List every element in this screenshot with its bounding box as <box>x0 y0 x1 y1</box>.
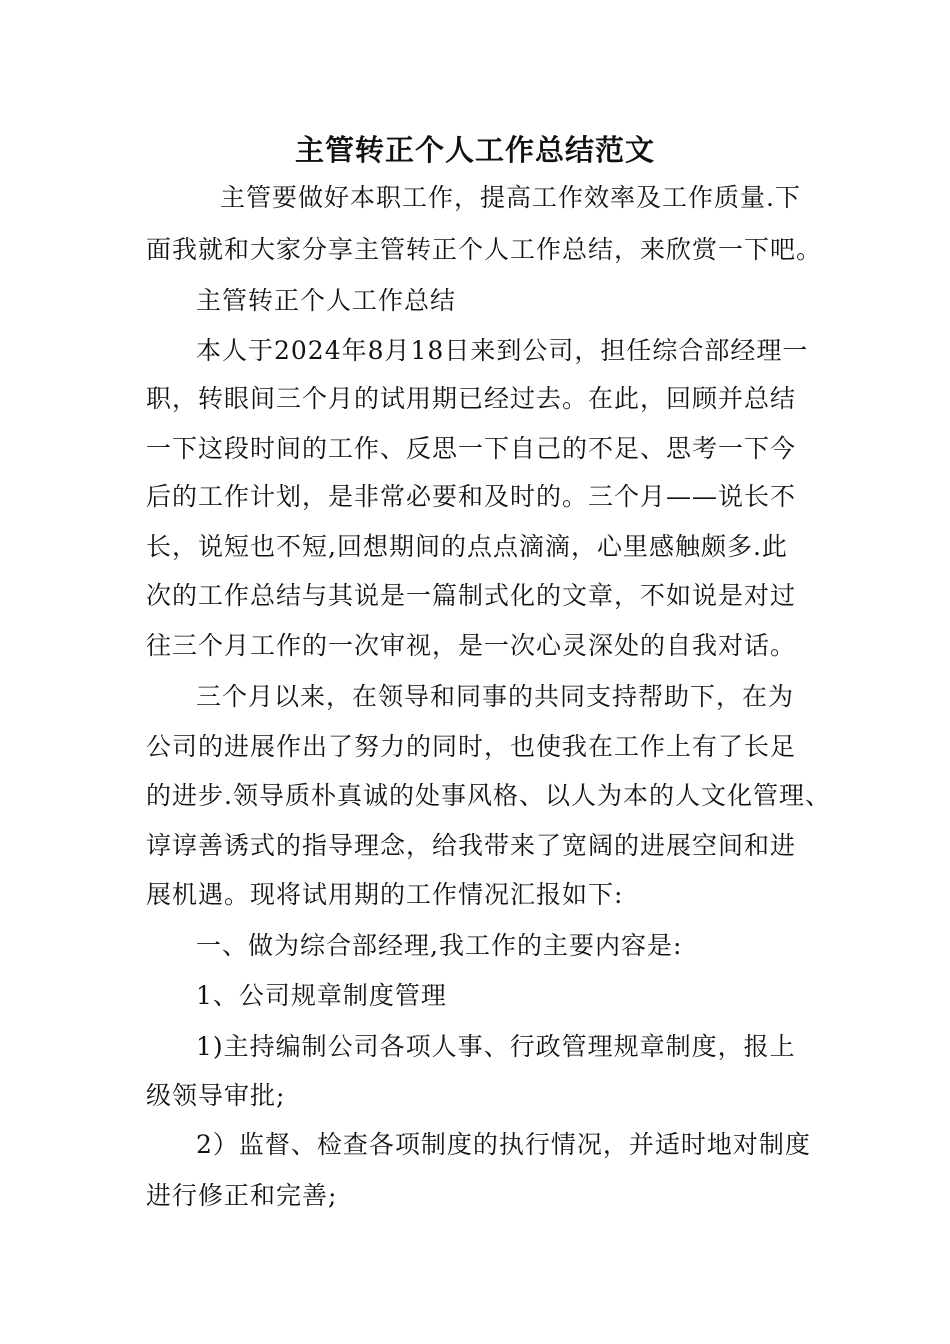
text-line: 往三个月工作的一次审视，是一次心灵深处的自我对话。 <box>146 631 797 660</box>
text-line: 长，说短也不短,回想期间的点点滴滴，心里感触颇多.此 <box>146 532 788 561</box>
text-line: 公司的进展作出了努力的同时，也使我在工作上有了长足 <box>146 732 797 761</box>
text-line: 展机遇。现将试用期的工作情况汇报如下: <box>146 880 624 909</box>
text-line: 主管转正个人工作总结 <box>196 286 457 315</box>
document-title: 主管转正个人工作总结范文 <box>294 133 655 167</box>
text-line: 一下这段时间的工作、反思一下自己的不足、思考一下今 <box>146 434 797 463</box>
text-line: 2）监督、检查各项制度的执行情况，并适时地对制度 <box>196 1130 811 1159</box>
text-line: 1)主持编制公司各项人事、行政管理规章制度，报上 <box>196 1032 796 1061</box>
text-line: 级领导审批; <box>146 1081 286 1110</box>
text-line: 本人于2024年8月18日来到公司，担任综合部经理一 <box>196 336 809 365</box>
text-line: 1、公司规章制度管理 <box>196 981 447 1010</box>
text-line: 面我就和大家分享主管转正个人工作总结，来欣赏一下吧。 <box>146 235 823 264</box>
text-line: 主管要做好本职工作，提高工作效率及工作质量.下 <box>220 183 801 212</box>
text-line: 职，转眼间三个月的试用期已经过去。在此，回顾并总结 <box>146 384 797 413</box>
text-line: 三个月以来，在领导和同事的共同支持帮助下，在为 <box>196 682 795 711</box>
text-line: 后的工作计划，是非常必要和及时的。三个月——说长不 <box>146 482 797 511</box>
text-line: 进行修正和完善; <box>146 1181 338 1210</box>
text-line: 次的工作总结与其说是一篇制式化的文章，不如说是对过 <box>146 581 797 610</box>
text-line: 谆谆善诱式的指导理念，给我带来了宽阔的进展空间和进 <box>146 831 797 860</box>
text-line: 一、做为综合部经理,我工作的主要内容是: <box>196 931 683 960</box>
text-line: 的进步.领导质朴真诚的处事风格、以人为本的人文化管理、 <box>146 781 831 810</box>
